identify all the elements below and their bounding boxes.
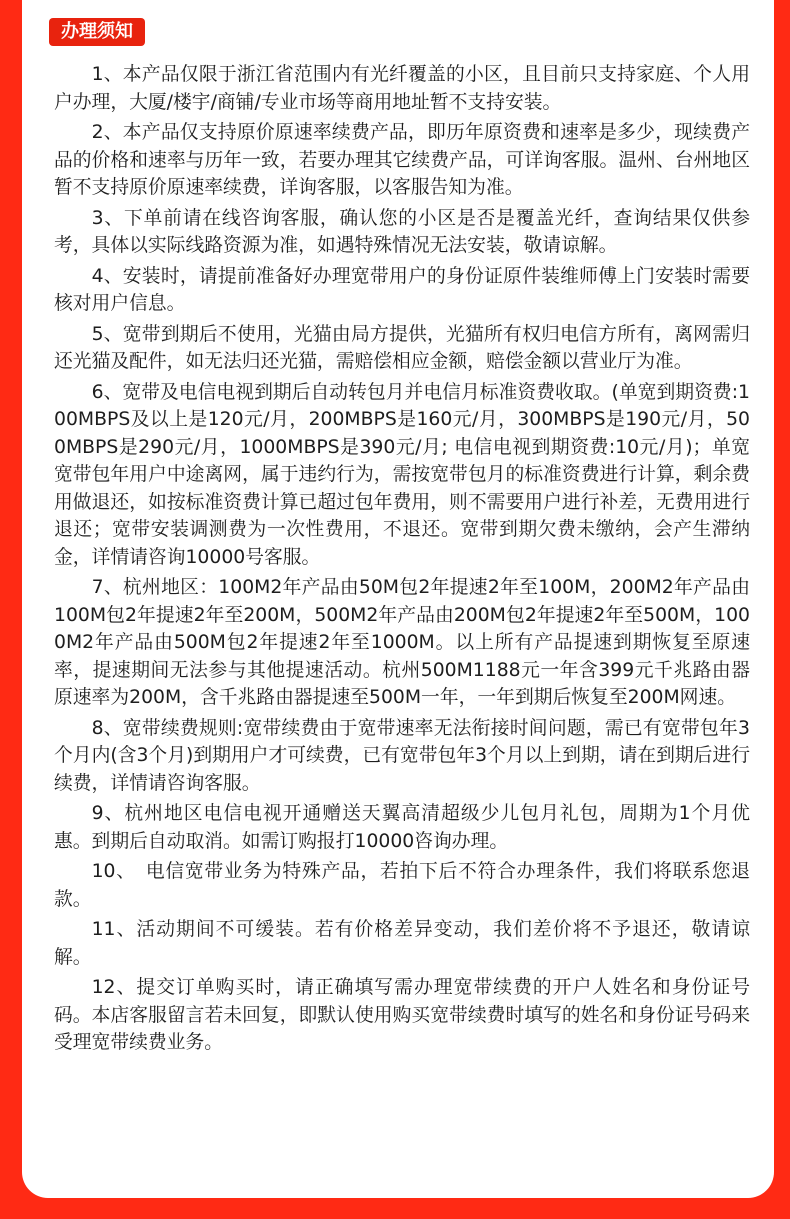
notice-item-2: 2、本产品仅支持原价原速率续费产品，即历年原资费和速率是多少，现续费产品的价格和速率与历年一致，若要办理其它续费产品，可详询客服。温州、台州地区暂不支持原价原速率续费，详询客服，以客服告知为准。 xyxy=(54,122,750,198)
notice-card xyxy=(22,0,774,1198)
notice-item-7: 7、杭州地区：100M2年产品由50M包2年提速2年至100M，200M2年产品由100M包2年提速2年至200M，500M2年产品由200M包2年提速2年至500M，1000M2年产品由500M包2年提速2年至1000M。以上所有产品提速到期恢复至原速率，提速期间无法参与其他提速活动。杭州500M1188元一年含399元千兆路由器原速率为200M，含千兆路由器提速至500M一年，一年到期后恢复至200M网速。 xyxy=(54,577,750,708)
page-title: 办理须知 xyxy=(49,18,145,46)
notice-item-1: 1、本产品仅限于浙江省范围内有光纤覆盖的小区，且目前只支持家庭、个人用户办理，大厦/楼宇/商铺/专业市场等商用地址暂不支持安装。 xyxy=(54,64,750,113)
notice-item-4: 4、安装时，请提前准备好办理宽带用户的身份证原件装维师傅上门安装时需要核对用户信息。 xyxy=(54,265,750,314)
notice-item-10: 10、 电信宽带业务为特殊产品，若拍下后不符合办理条件，我们将联系您退款。 xyxy=(54,861,750,910)
notice-list xyxy=(54,61,750,1060)
notice-item-9: 9、杭州地区电信电视开通赠送天翼高清超级少儿包月礼包，周期为1个月优惠。到期后自动取消。如需订购报打10000咨询办理。 xyxy=(54,803,750,852)
notice-item-12: 12、提交订单购买时，请正确填写需办理宽带续费的开户人姓名和身份证号码。本店客服留言若未回复，即默认使用购买宽带续费时填写的姓名和身份证号码来受理宽带续费业务。 xyxy=(54,977,750,1053)
notice-item-3: 3、下单前请在线咨询客服，确认您的小区是否是覆盖光纤，查询结果仅供参考，具体以实际线路资源为准，如遇特殊情况无法安装，敬请谅解。 xyxy=(54,207,750,256)
notice-item-6: 6、宽带及电信电视到期后自动转包月并电信月标准资费收取。(单宽到期资费:100MBPS及以上是120元/月，200MBPS是160元/月，300MBPS是190元/月，500MBPS是290元/月，1000MBPS是390元/月; 电信电视到期资费:10元/月)；单宽宽带包年用户中途离网，属于违约行为，需按宽带包月的标准资费进行计算，剩余费用做退还，如按标准资费计算已超过包年费用，则不需要用户进行补差，无费用进行退还；宽带安装调测费为一次性费用，不退还。宽带到期欠费未缴纳，会产生滞纳金，详情请咨询10000号客服。 xyxy=(54,381,750,568)
notice-item-11: 11、活动期间不可缓装。若有价格差异变动，我们差价将不予退还，敬请谅解。 xyxy=(54,919,750,968)
notice-item-8: 8、宽带续费规则:宽带续费由于宽带速率无法衔接时间问题，需已有宽带包年3个月内(含3个月)到期用户才可续费，已有宽带包年3个月以上到期，请在到期后进行续费，详情请咨询客服。 xyxy=(54,717,750,794)
notice-item-5: 5、宽带到期后不使用，光猫由局方提供，光猫所有权归电信方所有，离网需归还光猫及配件，如无法归还光猫，需赔偿相应金额，赔偿金额以营业厅为准。 xyxy=(54,323,750,372)
